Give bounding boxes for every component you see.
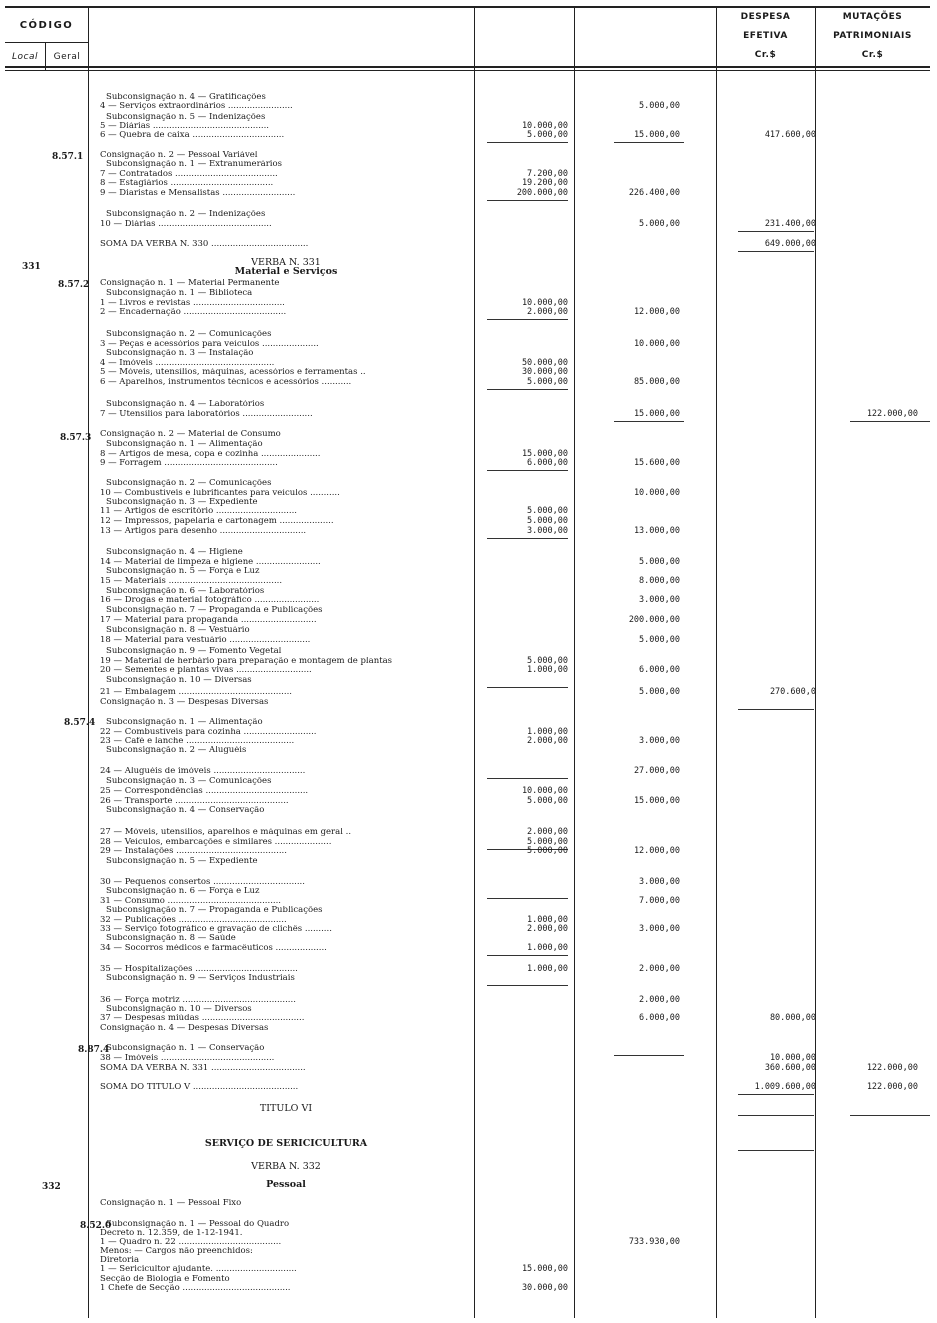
line-item: Subconsignação n. 10 — Diversas bbox=[106, 676, 252, 685]
line-item: SOMA DA VERBA N. 330 .................................... bbox=[100, 240, 309, 249]
header-mutacoes-unit: Cr.$ bbox=[861, 50, 884, 60]
line-item: 6 — Quebra de caixa .................................. bbox=[100, 131, 285, 140]
amount-c2: 10.000,00 bbox=[633, 339, 680, 349]
line-item: Consignação n. 2 — Pessoal Variável bbox=[100, 151, 258, 160]
amount-c2: 12.000,00 bbox=[633, 307, 680, 317]
line-item: Subconsignação n. 9 — Fomento Vegetal bbox=[106, 647, 282, 656]
subtotal-rule bbox=[487, 985, 568, 986]
amount-c1: 5.000,00 bbox=[527, 796, 568, 806]
amount-c1: 15.000,00 bbox=[521, 1264, 568, 1274]
subtotal-rule bbox=[738, 1115, 814, 1116]
header-despesa-efetiva bbox=[716, 8, 815, 65]
amount-c1: 2.000,00 bbox=[527, 924, 568, 934]
line-item: 28 — Veículos, embarcações e similares ..................... bbox=[100, 838, 332, 847]
line-item: Subconsignação n. 2 — Indenizações bbox=[106, 210, 266, 219]
amount-c2: 733.930,00 bbox=[628, 1237, 680, 1247]
amount-c3: 10.000,00 bbox=[769, 1053, 816, 1063]
code-local: 331 bbox=[22, 262, 41, 272]
col-rule-c2 bbox=[716, 8, 717, 1318]
amount-c2: 6.000,00 bbox=[639, 1013, 680, 1023]
line-item: Diretoria bbox=[100, 1256, 140, 1265]
line-item: 1 — Sericicultor ajudante. .............................. bbox=[100, 1265, 297, 1274]
line-item: Subconsignação n. 6 — Laboratórios bbox=[106, 587, 265, 596]
line-item: 1 — Quadro n. 22 ...................................... bbox=[100, 1238, 282, 1247]
line-item: 35 — Hospitalizações ...................................... bbox=[100, 965, 298, 974]
amount-c2: 5.000,00 bbox=[639, 635, 680, 645]
subtotal-rule bbox=[850, 421, 930, 422]
line-item: 8 — Estagiários ...................................... bbox=[100, 179, 274, 188]
subtotal-rule bbox=[487, 538, 568, 539]
line-item: 19 — Material de herbário para preparação e montagem de plantas bbox=[100, 657, 393, 666]
amount-c2: 15.600,00 bbox=[633, 458, 680, 468]
line-item: 9 — Forragem .......................................... bbox=[100, 459, 278, 468]
line-item: Subconsignação n. 1 — Extranumerários bbox=[106, 160, 282, 169]
codigo-divider bbox=[5, 42, 88, 43]
line-item: Subconsignação n. 3 — Comunicações bbox=[106, 777, 272, 786]
code-geral: 8.57.4 bbox=[64, 718, 96, 728]
amount-c2: 15.000,00 bbox=[633, 796, 680, 806]
line-item: Subconsignação n. 1 — Conservação bbox=[106, 1044, 265, 1053]
code-geral: 8.57.3 bbox=[60, 433, 92, 443]
code-geral: 8.52.0 bbox=[80, 1221, 112, 1231]
line-item: 25 — Correspondências ...................................... bbox=[100, 787, 309, 796]
col-rule-c1 bbox=[574, 8, 575, 1318]
subtotal-rule bbox=[487, 200, 568, 201]
line-item: Subconsignação n. 1 — Biblioteca bbox=[106, 289, 253, 298]
amount-c3: 417.600,00 bbox=[764, 130, 816, 140]
line-item: Subconsignação n. 10 — Diversos bbox=[106, 1005, 252, 1014]
line-item: Subconsignação n. 2 — Comunicações bbox=[106, 479, 272, 488]
line-item: 1 — Livros e revistas .................................. bbox=[100, 299, 285, 308]
subtotal-rule bbox=[738, 251, 814, 252]
line-item: Subconsignação n. 3 — Expediente bbox=[106, 498, 258, 507]
header-mutacoes-line1: MUTAÇÕES bbox=[842, 12, 903, 22]
amount-c1: 30.000,00 bbox=[521, 1283, 568, 1293]
subtotal-rule bbox=[487, 142, 568, 143]
line-item: 7 — Contratados ...................................... bbox=[100, 170, 278, 179]
subtotal-rule bbox=[738, 1094, 814, 1095]
amount-c4: 122.000,00 bbox=[866, 1063, 918, 1073]
amount-c2: 10.000,00 bbox=[633, 488, 680, 498]
amount-c2: 13.000,00 bbox=[633, 526, 680, 536]
line-item: Secção de Biologia e Fomento bbox=[100, 1275, 230, 1284]
line-item: Consignação n. 4 — Despesas Diversas bbox=[100, 1024, 269, 1033]
amount-c1: 19.200,00 bbox=[521, 178, 568, 188]
code-geral: 8.87.4 bbox=[78, 1045, 110, 1055]
subtotal-rule bbox=[487, 319, 568, 320]
line-item: 12 — Impressos, papelaria e cartonagem .................... bbox=[100, 517, 334, 526]
line-item: 26 — Transporte .......................................... bbox=[100, 797, 289, 806]
line-item: 4 — Serviços extraordinários ........................ bbox=[100, 102, 293, 111]
line-item: Subconsignação n. 6 — Força e Luz bbox=[106, 887, 260, 896]
subtotal-rule bbox=[850, 1115, 930, 1116]
amount-c4: 122.000,00 bbox=[866, 409, 918, 419]
line-item: 6 — Aparelhos, instrumentos técnicos e acessórios ........... bbox=[100, 378, 352, 387]
amount-c1: 3.000,00 bbox=[527, 526, 568, 536]
header-bottom-border bbox=[5, 66, 930, 68]
line-item: 37 — Despesas miúdas ...................................... bbox=[100, 1014, 305, 1023]
subtotal-rule bbox=[614, 421, 684, 422]
line-item: 2 — Encadernação ...................................... bbox=[100, 308, 287, 317]
line-item: 22 — Combustíveis para cozinha ........................... bbox=[100, 728, 317, 737]
amount-c1: 200.000,00 bbox=[516, 188, 568, 198]
amount-c1: 5.000,00 bbox=[527, 837, 568, 847]
header-mutacoes-line2: PATRIMONIAIS bbox=[833, 31, 912, 41]
amount-c2: 5.000,00 bbox=[639, 219, 680, 229]
line-item: 11 — Artigos de escritório .............................. bbox=[100, 507, 297, 516]
amount-c1: 1.000,00 bbox=[527, 915, 568, 925]
amount-c1: 7.200,00 bbox=[527, 169, 568, 179]
amount-c2: 27.000,00 bbox=[633, 766, 680, 776]
amount-c3: 270.600,0 bbox=[769, 687, 816, 697]
line-item: 36 — Força motriz .......................................... bbox=[100, 996, 296, 1005]
amount-c1: 2.000,00 bbox=[527, 307, 568, 317]
header-despesa-line2: EFETIVA bbox=[743, 31, 788, 41]
amount-c3: 231.400,00 bbox=[764, 219, 816, 229]
amount-c1: 5.000,00 bbox=[527, 846, 568, 856]
amount-c1: 1.000,00 bbox=[527, 665, 568, 675]
amount-c1: 1.000,00 bbox=[527, 943, 568, 953]
amount-c3: 1.009.600,00 bbox=[754, 1082, 816, 1092]
line-item: 3 — Peças e acessórios para veículos ..................... bbox=[100, 340, 319, 349]
subtotal-rule bbox=[614, 1055, 684, 1056]
header-mutacoes-patrimoniais bbox=[815, 8, 930, 65]
line-item: 10 — Combustíveis e lubrificantes para veículos ........... bbox=[100, 489, 340, 498]
subtotal-rule bbox=[487, 778, 568, 779]
amount-c2: 2.000,00 bbox=[639, 995, 680, 1005]
line-item: 27 — Móveis, utensílios, aparelhos e máquinas em geral .. bbox=[100, 828, 352, 837]
col-rule-c3 bbox=[815, 8, 816, 1318]
line-item: 21 — Embalagem .......................................... bbox=[100, 688, 292, 697]
line-item: Subconsignação n. 2 — Comunicações bbox=[106, 330, 272, 339]
line-item: 18 — Material para vestuário .............................. bbox=[100, 636, 311, 645]
line-item: Subconsignação n. 4 — Conservação bbox=[106, 806, 265, 815]
amount-c1: 1.000,00 bbox=[527, 727, 568, 737]
line-item: Subconsignação n. 4 — Gratificações bbox=[106, 93, 266, 102]
line-item: 29 — Instalações ......................................... bbox=[100, 847, 287, 856]
header-geral: Geral bbox=[53, 52, 81, 62]
line-item: 20 — Sementes e plantas vivas ............................ bbox=[100, 666, 312, 675]
section-heading: SERVIÇO DE SERICICULTURA bbox=[204, 1139, 368, 1148]
line-item: Subconsignação n. 2 — Aluguéis bbox=[106, 746, 247, 755]
subtotal-rule bbox=[487, 470, 568, 471]
line-item: 17 — Material para propaganda ............................ bbox=[100, 616, 317, 625]
amount-c2: 3.000,00 bbox=[639, 736, 680, 746]
header-codigo: CÓDIGO bbox=[19, 20, 74, 31]
subtotal-rule bbox=[738, 1150, 814, 1151]
line-item: Subconsignação n. 4 — Higiene bbox=[106, 548, 243, 557]
line-item: SOMA DO TITULO V ....................................... bbox=[100, 1083, 299, 1092]
line-item: Subconsignação n. 3 — Instalação bbox=[106, 349, 254, 358]
line-item: SOMA DA VERBA N. 331 ................................... bbox=[100, 1064, 306, 1073]
amount-c1: 5.000,00 bbox=[527, 516, 568, 526]
line-item: Subconsignação n. 5 — Expediente bbox=[106, 857, 258, 866]
line-item: 15 — Materiais .......................................... bbox=[100, 577, 283, 586]
line-item: 38 — Imóveis .......................................... bbox=[100, 1054, 275, 1063]
line-item: Subconsignação n. 4 — Laboratórios bbox=[106, 400, 265, 409]
amount-c1: 5.000,00 bbox=[527, 506, 568, 516]
amount-c4: 122.000,00 bbox=[866, 1082, 918, 1092]
line-item: Consignação n. 2 — Material de Consumo bbox=[100, 430, 281, 439]
code-geral: 8.57.1 bbox=[52, 152, 84, 162]
line-item: 23 — Café e lanche ........................................ bbox=[100, 737, 295, 746]
amount-c1: 10.000,00 bbox=[521, 298, 568, 308]
header-despesa-unit: Cr.$ bbox=[754, 50, 777, 60]
subtotal-rule bbox=[487, 389, 568, 390]
amount-c2: 200.000,00 bbox=[628, 615, 680, 625]
line-item: 5 — Diárias ........................................... bbox=[100, 122, 270, 131]
line-item: 14 — Material de limpeza e higiene ........................ bbox=[100, 558, 321, 567]
amount-c1: 10.000,00 bbox=[521, 786, 568, 796]
amount-c2: 3.000,00 bbox=[639, 924, 680, 934]
line-item: Decreto n. 12.359, de 1-12-1941. bbox=[100, 1229, 243, 1238]
header-despesa-line1: DESPESA bbox=[740, 12, 791, 22]
amount-c2: 6.000,00 bbox=[639, 665, 680, 675]
code-local: 332 bbox=[42, 1182, 61, 1192]
line-item: Consignação n. 3 — Despesas Diversas bbox=[100, 698, 269, 707]
line-item: 4 — Imóveis ............................................ bbox=[100, 359, 275, 368]
line-item: 34 — Socorros médicos e farmacêuticos ................... bbox=[100, 944, 327, 953]
subtotal-rule bbox=[738, 709, 814, 710]
amount-c2: 15.000,00 bbox=[633, 130, 680, 140]
section-heading: VERBA N. 332 bbox=[251, 1162, 321, 1171]
amount-c2: 7.000,00 bbox=[639, 896, 680, 906]
line-item: Subconsignação n. 7 — Propaganda e Publicações bbox=[106, 906, 323, 915]
amount-c1: 1.000,00 bbox=[527, 964, 568, 974]
amount-c1: 5.000,00 bbox=[527, 656, 568, 666]
line-item: Subconsignação n. 1 — Pessoal do Quadro bbox=[106, 1220, 290, 1229]
subtotal-rule bbox=[614, 142, 684, 143]
amount-c1: 10.000,00 bbox=[521, 121, 568, 131]
amount-c1: 30.000,00 bbox=[521, 367, 568, 377]
line-item: Subconsignação n. 5 — Força e Luz bbox=[106, 567, 260, 576]
col-rule-geral bbox=[88, 8, 89, 1318]
amount-c2: 5.000,00 bbox=[639, 687, 680, 697]
code-geral: 8.57.2 bbox=[58, 280, 90, 290]
amount-c1: 2.000,00 bbox=[527, 827, 568, 837]
subtotal-rule bbox=[738, 231, 814, 232]
amount-c1: 6.000,00 bbox=[527, 458, 568, 468]
amount-c2: 5.000,00 bbox=[639, 101, 680, 111]
line-item: Subconsignação n. 1 — Alimentação bbox=[106, 718, 263, 727]
header-local: Local bbox=[12, 52, 38, 62]
line-item: 33 — Serviço fotográfico e gravação de clichês .......... bbox=[100, 925, 332, 934]
amount-c2: 12.000,00 bbox=[633, 846, 680, 856]
subtotal-rule bbox=[487, 687, 568, 688]
section-heading: TITULO VI bbox=[259, 1104, 313, 1113]
line-item: 1 Chefe de Secção ........................................ bbox=[100, 1284, 291, 1293]
amount-c1: 2.000,00 bbox=[527, 736, 568, 746]
amount-c1: 50.000,00 bbox=[521, 358, 568, 368]
line-item: 16 — Drogas e material fotográfico ........................ bbox=[100, 596, 320, 605]
line-item: Menos: — Cargos não preenchidos: bbox=[100, 1247, 253, 1256]
amount-c2: 85.000,00 bbox=[633, 377, 680, 387]
line-item: Subconsignação n. 1 — Alimentação bbox=[106, 440, 263, 449]
col-rule-desc bbox=[474, 8, 475, 1318]
section-heading: Material e Serviços bbox=[234, 267, 338, 276]
amount-c1: 5.000,00 bbox=[527, 377, 568, 387]
amount-c2: 2.000,00 bbox=[639, 964, 680, 974]
amount-c2: 3.000,00 bbox=[639, 595, 680, 605]
line-item: 24 — Aluguéis de imóveis .................................. bbox=[100, 767, 306, 776]
section-heading: Pessoal bbox=[266, 1180, 306, 1189]
line-item: Subconsignação n. 7 — Propaganda e Publicações bbox=[106, 606, 323, 615]
amount-c1: 15.000,00 bbox=[521, 449, 568, 459]
amount-c3: 80.000,00 bbox=[769, 1013, 816, 1023]
line-item: 31 — Consumo .......................................... bbox=[100, 897, 282, 906]
line-item: Consignação n. 1 — Pessoal Fixo bbox=[100, 1199, 242, 1208]
amount-c1: 5.000,00 bbox=[527, 130, 568, 140]
line-item: 30 — Pequenos consertos .................................. bbox=[100, 878, 305, 887]
line-item: 5 — Móveis, utensílios, máquinas, acessórios e ferramentas .. bbox=[100, 368, 366, 377]
subtotal-rule bbox=[487, 898, 568, 899]
section-heading: VERBA N. 331 bbox=[251, 258, 321, 267]
line-item: Subconsignação n. 8 — Vestuário bbox=[106, 626, 250, 635]
subtotal-rule bbox=[487, 955, 568, 956]
line-item: 8 — Artigos de mesa, copa e cozinha ...................... bbox=[100, 450, 321, 459]
amount-c2: 5.000,00 bbox=[639, 557, 680, 567]
line-item: Subconsignação n. 8 — Saúde bbox=[106, 934, 236, 943]
line-item: 13 — Artigos para desenho ................................ bbox=[100, 527, 307, 536]
line-item: Subconsignação n. 5 — Indenizações bbox=[106, 113, 266, 122]
line-item: Consignação n. 1 — Material Permanente bbox=[100, 279, 280, 288]
header-bottom-border-2 bbox=[5, 70, 930, 71]
amount-c3: 360.600,00 bbox=[764, 1063, 816, 1073]
amount-c2: 3.000,00 bbox=[639, 877, 680, 887]
line-item: 32 — Publicações ........................................ bbox=[100, 916, 287, 925]
line-item: Subconsignação n. 9 — Serviços Industriais bbox=[106, 974, 295, 983]
amount-c2: 226.400,00 bbox=[628, 188, 680, 198]
line-item: 10 — Diárias .......................................... bbox=[100, 220, 272, 229]
line-item: 7 — Utensílios para laboratórios .......................... bbox=[100, 410, 313, 419]
amount-c3: 649.000,00 bbox=[764, 239, 816, 249]
amount-c2: 15.000,00 bbox=[633, 409, 680, 419]
line-item: 9 — Diaristas e Mensalistas ........................... bbox=[100, 189, 296, 198]
amount-c2: 8.000,00 bbox=[639, 576, 680, 586]
